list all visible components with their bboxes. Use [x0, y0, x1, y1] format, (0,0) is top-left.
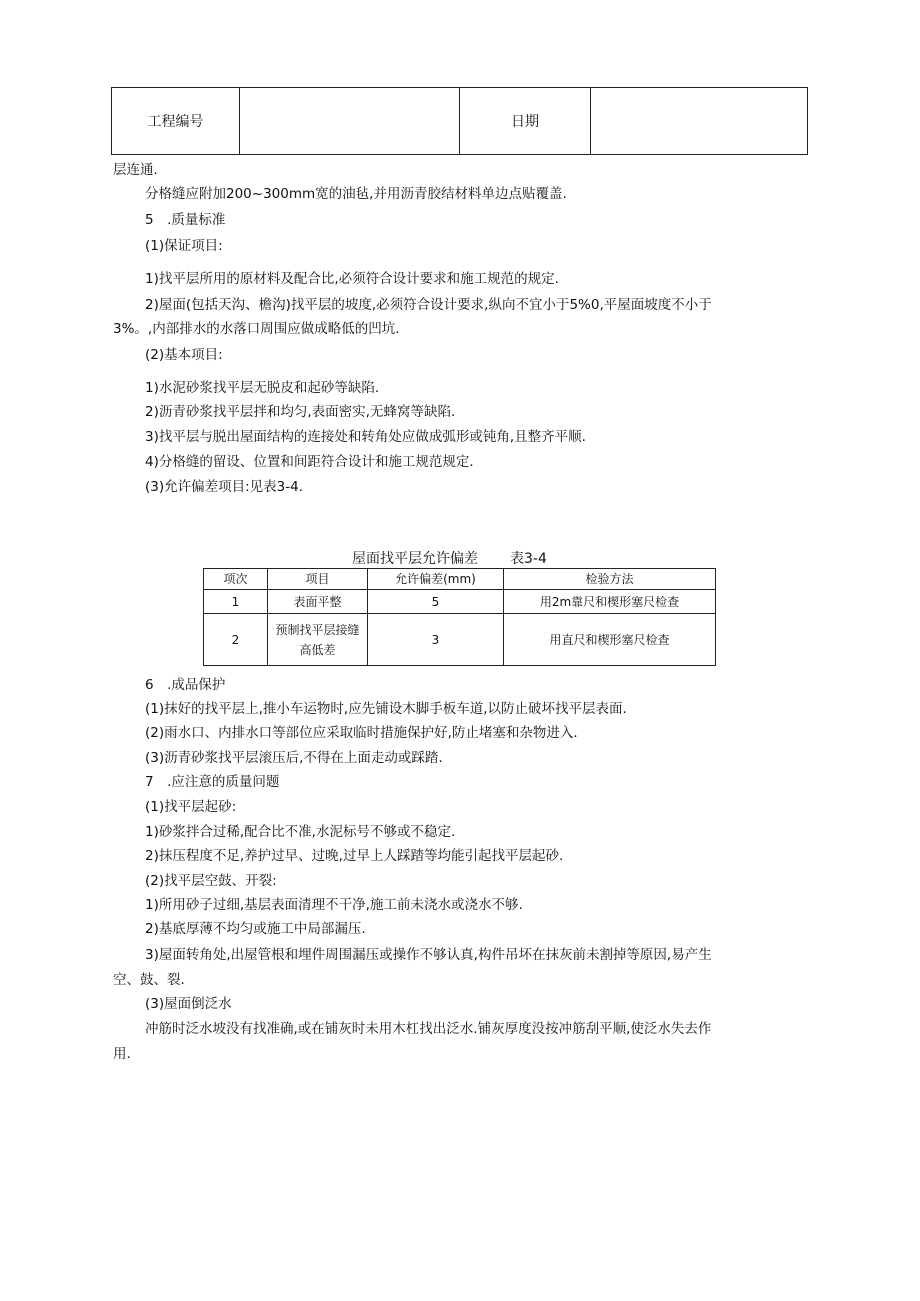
body-line: (3)允许偏差项目:见表3-4. [145, 479, 304, 495]
body-line: (3)沥青砂浆找平层滚压后,不得在上面走动或踩踏. [145, 750, 443, 766]
body-line: (1)抹好的找平层上,推小车运物时,应先铺设木脚手板车道,以防止破坏找平层表面. [145, 701, 627, 717]
table-caption [352, 548, 547, 568]
project-number-label: 工程编号 [112, 88, 240, 155]
body-line: (2)雨水口、内排水口等部位应采取临时措施保护好,防止堵塞和杂物进入. [145, 725, 578, 741]
table-header-cell: 项目 [268, 569, 368, 590]
table-caption-number: 表3-4 [510, 551, 547, 567]
body-line: 1)所用砂子过细,基层表面清理不干净,施工前未浇水或浇水不够. [145, 897, 523, 913]
body-line: 2)屋面(包括天沟、檐沟)找平层的坡度,必须符合设计要求,纵向不宜小于5%0,平屋面坡度不小于 [145, 297, 712, 313]
deviation-table [203, 568, 716, 666]
body-line: 3)屋面转角处,出屋管根和埋件周围漏压或操作不够认真,构件吊坏在抹灰前未割掉等原因,易产生 [145, 947, 712, 963]
body-line: 4)分格缝的留设、位置和间距符合设计和施工规范规定. [145, 454, 474, 470]
table-cell: 2 [204, 614, 268, 666]
table-cell: 3 [368, 614, 504, 666]
body-line: 2)基底厚薄不均匀或施工中局部漏压. [145, 921, 366, 937]
body-line: (1)保证项目: [145, 238, 223, 254]
body-line: 层连通. [113, 162, 158, 178]
table-header-cell: 允许偏差(mm) [368, 569, 504, 590]
table-header-cell: 项次 [204, 569, 268, 590]
table-cell: 用2m靠尺和楔形塞尺检查 [504, 590, 716, 614]
table-cell: 5 [368, 590, 504, 614]
body-line: 2)沥青砂浆找平层拌和均匀,表面密实,无蜂窝等缺陷. [145, 404, 456, 420]
header-table [111, 87, 808, 155]
body-line: 空、鼓、裂. [113, 972, 185, 988]
body-line: (2)基本项目: [145, 347, 223, 363]
table-cell: 预制找平层接缝高低差 [268, 614, 368, 666]
body-line: 冲筋时泛水坡没有找准确,或在铺灰时未用木杠找出泛水.铺灰厚度没按冲筋刮平顺,使泛水失去作 [145, 1021, 712, 1037]
table-cell: 用直尺和楔形塞尺检查 [504, 614, 716, 666]
body-line: (3)屋面倒泛水 [145, 996, 232, 1012]
date-value [591, 88, 808, 155]
body-line: 3)找平层与脱出屋面结构的连接处和转角处应做成弧形或钝角,且整齐平顺. [145, 429, 586, 445]
body-line: (1)找平层起砂: [145, 799, 237, 815]
body-line: 用. [113, 1046, 131, 1062]
table-header-cell: 检验方法 [504, 569, 716, 590]
section-heading-6: 6 .成品保护 [145, 677, 226, 693]
body-line: 1)砂浆拌合过稀,配合比不准,水泥标号不够或不稳定. [145, 824, 456, 840]
body-line: 2)抹压程度不足,养护过早、过晚,过早上人踩踏等均能引起找平层起砂. [145, 848, 564, 864]
section-heading-7: 7 .应注意的质量问题 [145, 774, 280, 790]
table-cell: 1 [204, 590, 268, 614]
table-row [204, 590, 716, 614]
table-caption-title: 屋面找平层允许偏差 [352, 551, 478, 567]
table-header-row [204, 569, 716, 590]
date-label: 日期 [460, 88, 591, 155]
table-cell: 表面平整 [268, 590, 368, 614]
section-heading-5: 5 .质量标准 [145, 212, 226, 228]
body-line: (2)找平层空鼓、开裂: [145, 873, 277, 889]
project-number-value [240, 88, 460, 155]
table-row [204, 614, 716, 666]
body-line: 1)找平层所用的原材料及配合比,必须符合设计要求和施工规范的规定. [145, 271, 559, 287]
body-line: 1)水泥砂浆找平层无脱皮和起砂等缺陷. [145, 380, 380, 396]
body-line: 3%。,内部排水的水落口周围应做成略低的凹坑. [113, 321, 400, 337]
body-line: 分格缝应附加200~300mm宽的油毡,并用沥青胶结材料单边点贴覆盖. [145, 186, 567, 202]
